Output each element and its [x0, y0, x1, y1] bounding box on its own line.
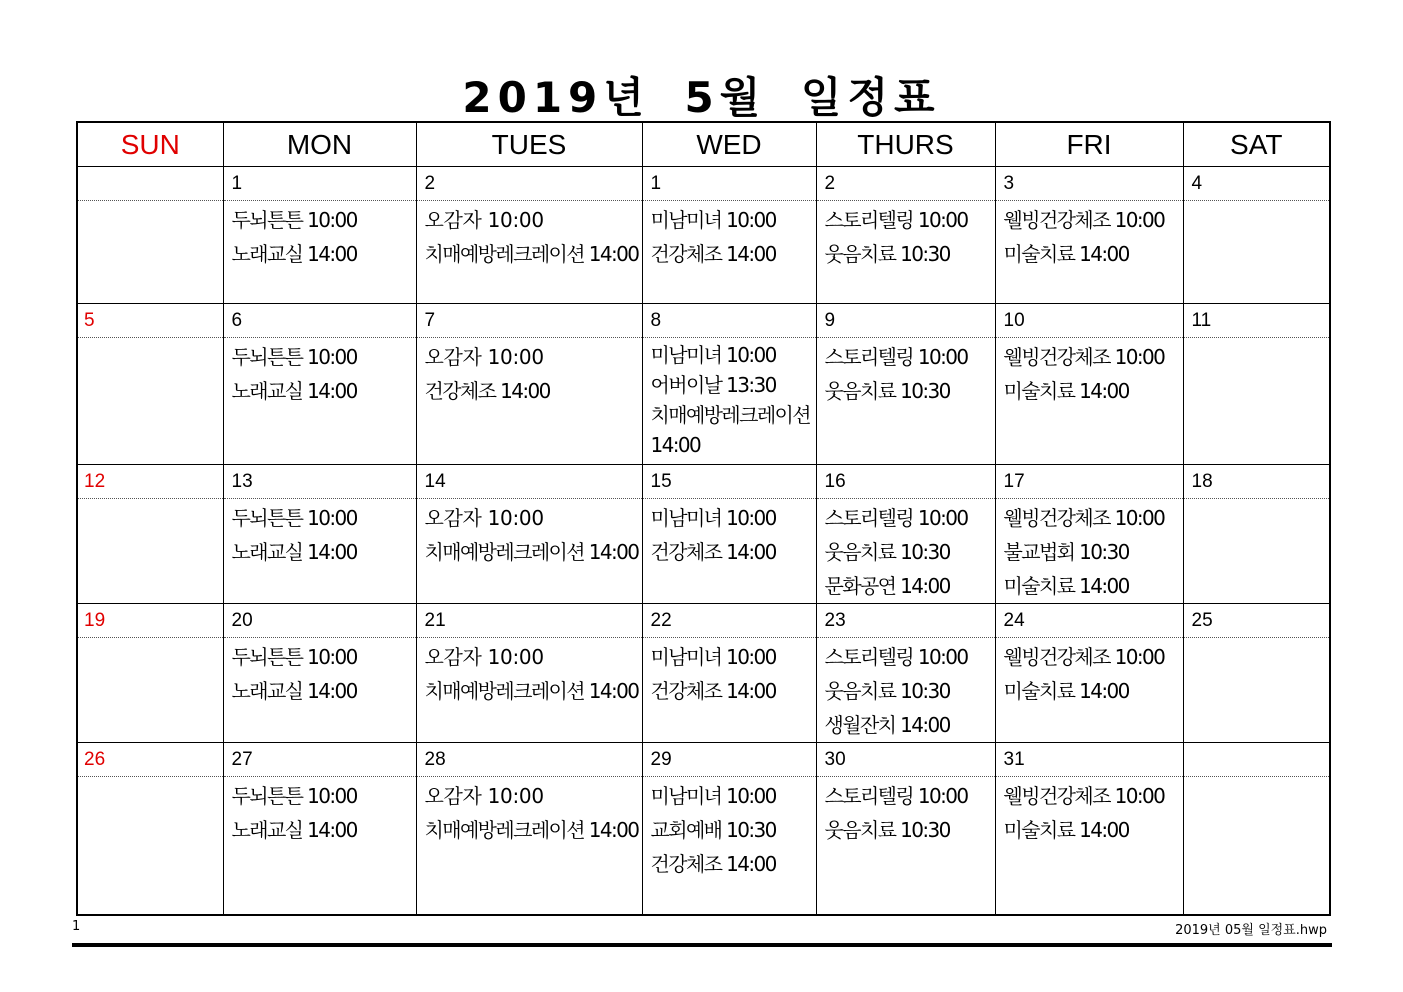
- weekday-header-mon: MON: [223, 122, 416, 167]
- date-cell: [77, 167, 223, 201]
- schedule-event: 미남미녀 10:00: [650, 208, 776, 232]
- schedule-event: 미술치료 14:00: [1003, 574, 1129, 598]
- date-cell: 13: [223, 465, 416, 499]
- schedule-event: 오감자 10:00: [424, 645, 544, 669]
- event-cell: [77, 777, 223, 916]
- event-cell: [816, 338, 995, 465]
- date-cell: 20: [223, 604, 416, 638]
- footer-rule: [72, 943, 1332, 947]
- schedule-event: 웰빙건강체조 10:00: [1003, 506, 1165, 530]
- date-row: [77, 465, 1330, 499]
- schedule-event: 웃음치료 10:30: [824, 679, 950, 703]
- date-cell: [1183, 743, 1330, 777]
- event-cell: [995, 638, 1183, 743]
- date-cell: 6: [223, 304, 416, 338]
- schedule-event: 미술치료 14:00: [1003, 242, 1129, 266]
- date-cell: 10: [995, 304, 1183, 338]
- event-cell: [816, 499, 995, 604]
- event-cell: [77, 638, 223, 743]
- schedule-event: 오감자 10:00: [424, 208, 544, 232]
- schedule-event: 미남미녀 10:00: [650, 343, 776, 367]
- weekday-header-thurs: THURS: [816, 122, 995, 167]
- schedule-event: 미남미녀 10:00: [650, 506, 776, 530]
- date-row: [77, 304, 1330, 338]
- event-cell: [77, 499, 223, 604]
- schedule-event: 문화공연 14:00: [824, 574, 950, 598]
- date-cell: 30: [816, 743, 995, 777]
- date-cell: 21: [416, 604, 642, 638]
- date-cell: 31: [995, 743, 1183, 777]
- event-row: [77, 201, 1330, 304]
- schedule-event: 건강체조 14:00: [650, 540, 776, 564]
- schedule-event: 어버이날 13:30: [650, 373, 776, 397]
- schedule-event: 웃음치료 10:30: [824, 540, 950, 564]
- event-cell: [816, 201, 995, 304]
- date-cell: 17: [995, 465, 1183, 499]
- date-cell: 7: [416, 304, 642, 338]
- date-cell: 1: [223, 167, 416, 201]
- weekday-header-fri: FRI: [995, 122, 1183, 167]
- date-cell: 29: [642, 743, 816, 777]
- event-cell: [642, 201, 816, 304]
- event-cell: [223, 638, 416, 743]
- schedule-event: 건강체조 14:00: [650, 679, 776, 703]
- schedule-event: 웰빙건강체조 10:00: [1003, 645, 1165, 669]
- event-cell: [995, 338, 1183, 465]
- event-cell: [1183, 777, 1330, 916]
- schedule-event: 웃음치료 10:30: [824, 379, 950, 403]
- schedule-event: 건강체조 14:00: [424, 379, 550, 403]
- event-cell: [223, 201, 416, 304]
- date-cell: 26: [77, 743, 223, 777]
- schedule-event: 치매예방레크레이션 14:00: [424, 818, 639, 842]
- schedule-event: 노래교실 14:00: [231, 379, 357, 403]
- schedule-event: 웃음치료 10:30: [824, 242, 950, 266]
- weekday-header-wed: WED: [642, 122, 816, 167]
- schedule-event: 교회예배 10:30: [650, 818, 776, 842]
- date-cell: 5: [77, 304, 223, 338]
- date-cell: 25: [1183, 604, 1330, 638]
- schedule-event: 두뇌튼튼 10:00: [231, 208, 357, 232]
- schedule-event: 치매예방레크레이션 14:00: [424, 242, 639, 266]
- schedule-event: 미남미녀 10:00: [650, 784, 776, 808]
- schedule-event: 두뇌튼튼 10:00: [231, 645, 357, 669]
- date-cell: 8: [642, 304, 816, 338]
- schedule-event: 스토리텔링 10:00: [824, 645, 968, 669]
- calendar-body: [77, 167, 1330, 916]
- date-cell: 2: [416, 167, 642, 201]
- date-cell: 22: [642, 604, 816, 638]
- event-cell: [416, 201, 642, 304]
- event-row: [77, 777, 1330, 916]
- event-cell: [223, 777, 416, 916]
- weekday-header-sat: SAT: [1183, 122, 1330, 167]
- event-cell: [416, 499, 642, 604]
- date-row: [77, 743, 1330, 777]
- weekday-header-row: [77, 122, 1330, 167]
- schedule-event: 치매예방레크레이션 14:00: [424, 679, 639, 703]
- event-cell: [642, 777, 816, 916]
- weekday-header-tues: TUES: [416, 122, 642, 167]
- date-cell: 28: [416, 743, 642, 777]
- schedule-event: 스토리텔링 10:00: [824, 506, 968, 530]
- schedule-event: 불교법회 10:30: [1003, 540, 1129, 564]
- schedule-event: 미술치료 14:00: [1003, 818, 1129, 842]
- schedule-event: 치매예방레크레이션 14:00: [424, 540, 639, 564]
- event-cell: [995, 499, 1183, 604]
- event-cell: [1183, 499, 1330, 604]
- date-cell: 3: [995, 167, 1183, 201]
- event-cell: [1183, 201, 1330, 304]
- date-cell: 2: [816, 167, 995, 201]
- schedule-event: 두뇌튼튼 10:00: [231, 784, 357, 808]
- event-cell: [816, 638, 995, 743]
- event-cell: [1183, 338, 1330, 465]
- page-title: 2019년 5월 일정표: [462, 73, 941, 122]
- date-row: [77, 167, 1330, 201]
- schedule-event: 건강체조 14:00: [650, 242, 776, 266]
- date-cell: 23: [816, 604, 995, 638]
- event-row: [77, 338, 1330, 465]
- event-row: [77, 638, 1330, 743]
- event-cell: [1183, 638, 1330, 743]
- event-cell: [77, 201, 223, 304]
- event-cell: [642, 638, 816, 743]
- schedule-event: 미술치료 14:00: [1003, 379, 1129, 403]
- footer-page-number: 1: [72, 919, 81, 934]
- schedule-event: 미술치료 14:00: [1003, 679, 1129, 703]
- date-row: [77, 604, 1330, 638]
- schedule-event: 치매예방레크레이션 14:00: [650, 403, 810, 457]
- schedule-calendar: [76, 121, 1331, 916]
- event-cell: [416, 638, 642, 743]
- date-cell: 18: [1183, 465, 1330, 499]
- schedule-event: 웰빙건강체조 10:00: [1003, 345, 1165, 369]
- event-cell: [642, 338, 816, 465]
- schedule-event: 스토리텔링 10:00: [824, 208, 968, 232]
- schedule-event: 두뇌튼튼 10:00: [231, 506, 357, 530]
- event-row: [77, 499, 1330, 604]
- schedule-event: 오감자 10:00: [424, 506, 544, 530]
- schedule-event: 웰빙건강체조 10:00: [1003, 208, 1165, 232]
- schedule-event: 미남미녀 10:00: [650, 645, 776, 669]
- date-cell: 4: [1183, 167, 1330, 201]
- date-cell: 11: [1183, 304, 1330, 338]
- date-cell: 12: [77, 465, 223, 499]
- schedule-event: 웃음치료 10:30: [824, 818, 950, 842]
- schedule-event: 노래교실 14:00: [231, 540, 357, 564]
- event-cell: [995, 777, 1183, 916]
- event-cell: [416, 338, 642, 465]
- date-cell: 16: [816, 465, 995, 499]
- event-cell: [223, 499, 416, 604]
- schedule-event: 오감자 10:00: [424, 784, 544, 808]
- schedule-event: 두뇌튼튼 10:00: [231, 345, 357, 369]
- schedule-event: 건강체조 14:00: [650, 852, 776, 876]
- schedule-event: 오감자 10:00: [424, 345, 544, 369]
- date-cell: 9: [816, 304, 995, 338]
- event-cell: [995, 201, 1183, 304]
- schedule-event: 노래교실 14:00: [231, 242, 357, 266]
- schedule-event: 생월잔치 14:00: [824, 713, 950, 737]
- date-cell: 27: [223, 743, 416, 777]
- event-cell: [642, 499, 816, 604]
- date-cell: 15: [642, 465, 816, 499]
- date-cell: 1: [642, 167, 816, 201]
- schedule-event: 웰빙건강체조 10:00: [1003, 784, 1165, 808]
- schedule-event: 스토리텔링 10:00: [824, 345, 968, 369]
- date-cell: 14: [416, 465, 642, 499]
- schedule-event: 노래교실 14:00: [231, 679, 357, 703]
- event-cell: [223, 338, 416, 465]
- event-cell: [816, 777, 995, 916]
- schedule-event: 노래교실 14:00: [231, 818, 357, 842]
- event-cell: [416, 777, 642, 916]
- date-cell: 19: [77, 604, 223, 638]
- weekday-header-sun: SUN: [77, 122, 223, 167]
- footer-filename: 2019년 05월 일정표.hwp: [1175, 923, 1327, 938]
- schedule-event: 스토리텔링 10:00: [824, 784, 968, 808]
- date-cell: 24: [995, 604, 1183, 638]
- event-cell: [77, 338, 223, 465]
